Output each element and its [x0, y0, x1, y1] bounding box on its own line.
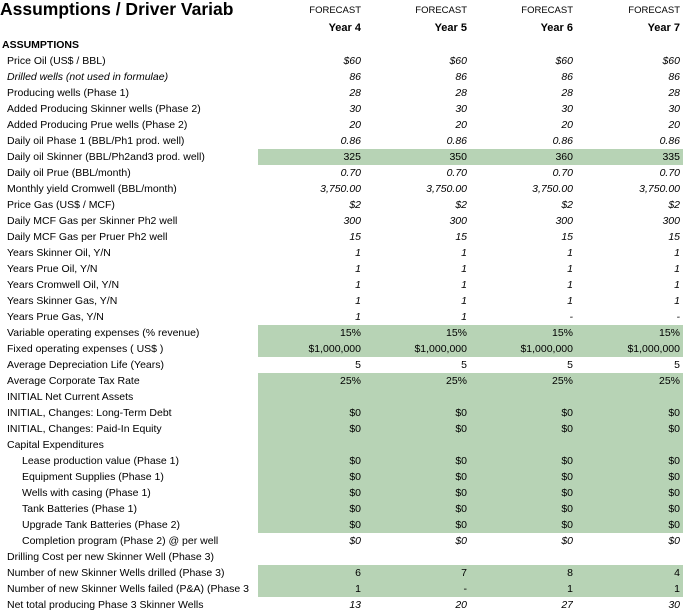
- year-header: Year 6: [540, 22, 573, 34]
- value-cell[interactable]: 1: [461, 263, 467, 275]
- value-cell[interactable]: 0.70: [659, 167, 680, 179]
- value-cell[interactable]: 0.70: [552, 167, 573, 179]
- row-label: Daily oil Prue (BBL/month): [7, 167, 131, 179]
- value-cell[interactable]: $0: [561, 503, 573, 515]
- value-cell[interactable]: $2: [455, 199, 467, 211]
- value-cell[interactable]: 20: [561, 119, 573, 131]
- row-label: Drilling Cost per new Skinner Well (Phase 3): [7, 551, 214, 563]
- value-cell[interactable]: 86: [561, 71, 573, 83]
- value-cell[interactable]: 300: [343, 215, 361, 227]
- value-cell[interactable]: 1: [674, 263, 680, 275]
- row-label: Price Gas (US$ / MCF): [7, 199, 115, 211]
- row-label: Added Producing Prue wells (Phase 2): [7, 119, 188, 131]
- value-cell[interactable]: $0: [349, 487, 361, 499]
- forecast-header: FORECAST: [521, 5, 573, 16]
- row-label: Years Skinner Gas, Y/N: [7, 295, 118, 307]
- value-cell[interactable]: 0.86: [659, 135, 680, 147]
- value-cell[interactable]: 1: [461, 311, 467, 323]
- value-cell[interactable]: 1: [674, 279, 680, 291]
- value-cell[interactable]: $0: [455, 455, 467, 467]
- value-cell[interactable]: 20: [668, 119, 680, 131]
- value-cell[interactable]: -: [676, 311, 680, 323]
- row-label: Average Depreciation Life (Years): [7, 359, 165, 371]
- value-cell[interactable]: $0: [349, 455, 361, 467]
- value-cell[interactable]: 300: [555, 215, 573, 227]
- value-cell[interactable]: 15%: [339, 327, 361, 339]
- value-cell[interactable]: 86: [668, 71, 680, 83]
- value-cell[interactable]: 15%: [551, 327, 573, 339]
- value-cell[interactable]: $0: [668, 535, 680, 547]
- value-cell[interactable]: 1: [355, 295, 361, 307]
- row-label: Net total producing Phase 3 Skinner Wells: [7, 599, 204, 611]
- value-cell[interactable]: 5: [674, 359, 680, 371]
- row-label: Equipment Supplies (Phase 1): [22, 471, 164, 483]
- value-cell[interactable]: $1,000,000: [520, 343, 573, 355]
- value-cell[interactable]: $0: [455, 487, 467, 499]
- forecast-header: FORECAST: [415, 5, 467, 16]
- value-cell[interactable]: 25%: [658, 375, 680, 387]
- row-label: Years Prue Gas, Y/N: [7, 311, 104, 323]
- value-cell[interactable]: 20: [455, 119, 467, 131]
- row-label: INITIAL, Changes: Long-Term Debt: [7, 407, 172, 419]
- value-cell[interactable]: $60: [343, 55, 361, 67]
- value-cell[interactable]: 1: [567, 247, 573, 259]
- value-cell[interactable]: $0: [349, 535, 361, 547]
- value-cell[interactable]: $60: [662, 55, 680, 67]
- input-cell-fill: [258, 389, 683, 405]
- value-cell[interactable]: $0: [561, 455, 573, 467]
- value-cell[interactable]: 20: [455, 599, 467, 611]
- value-cell[interactable]: $0: [455, 423, 467, 435]
- value-cell[interactable]: $0: [561, 407, 573, 419]
- forecast-header: FORECAST: [309, 5, 361, 16]
- value-cell[interactable]: 28: [455, 87, 467, 99]
- row-label: Years Prue Oil, Y/N: [7, 263, 98, 275]
- value-cell[interactable]: $0: [455, 519, 467, 531]
- value-cell[interactable]: 4: [674, 567, 680, 579]
- value-cell[interactable]: 3,750.00: [320, 183, 361, 195]
- value-cell[interactable]: 1: [567, 279, 573, 291]
- value-cell[interactable]: 86: [349, 71, 361, 83]
- value-cell[interactable]: 1: [567, 263, 573, 275]
- value-cell[interactable]: -: [569, 311, 573, 323]
- value-cell[interactable]: 28: [668, 87, 680, 99]
- value-cell[interactable]: $0: [455, 407, 467, 419]
- value-cell[interactable]: 1: [355, 247, 361, 259]
- value-cell[interactable]: $0: [668, 455, 680, 467]
- value-cell[interactable]: 300: [449, 215, 467, 227]
- value-cell[interactable]: 360: [555, 151, 573, 163]
- row-label: Tank Batteries (Phase 1): [22, 503, 137, 515]
- row-label: Variable operating expenses (% revenue): [7, 327, 200, 339]
- value-cell[interactable]: 325: [343, 151, 361, 163]
- value-cell[interactable]: 1: [674, 295, 680, 307]
- value-cell[interactable]: $0: [561, 471, 573, 483]
- row-label: Daily oil Phase 1 (BBL/Ph1 prod. well): [7, 135, 185, 147]
- value-cell[interactable]: 8: [567, 567, 573, 579]
- row-label: Fixed operating expenses ( US$ ): [7, 343, 164, 355]
- row-label: Price Oil (US$ / BBL): [7, 55, 106, 67]
- value-cell[interactable]: 15: [349, 231, 361, 243]
- value-cell[interactable]: 1: [355, 279, 361, 291]
- value-cell[interactable]: $0: [561, 535, 573, 547]
- value-cell[interactable]: 0.86: [552, 135, 573, 147]
- value-cell[interactable]: 15: [455, 231, 467, 243]
- value-cell[interactable]: $0: [349, 471, 361, 483]
- value-cell[interactable]: 86: [455, 71, 467, 83]
- row-label: Wells with casing (Phase 1): [22, 487, 151, 499]
- value-cell[interactable]: 1: [461, 247, 467, 259]
- value-cell[interactable]: 1: [567, 295, 573, 307]
- value-cell[interactable]: 5: [567, 359, 573, 371]
- value-cell[interactable]: 28: [349, 87, 361, 99]
- value-cell[interactable]: 1: [355, 263, 361, 275]
- value-cell[interactable]: 0.86: [340, 135, 361, 147]
- value-cell[interactable]: $0: [349, 407, 361, 419]
- value-cell[interactable]: 1: [674, 583, 680, 595]
- value-cell[interactable]: 25%: [445, 375, 467, 387]
- row-label: Number of new Skinner Wells failed (P&A) (Phase 3: [7, 583, 249, 595]
- value-cell[interactable]: 15: [668, 231, 680, 243]
- value-cell[interactable]: $0: [561, 487, 573, 499]
- value-cell[interactable]: 30: [455, 103, 467, 115]
- value-cell[interactable]: 5: [355, 359, 361, 371]
- year-header: Year 7: [647, 22, 680, 34]
- value-cell[interactable]: 1: [567, 583, 573, 595]
- value-cell[interactable]: 5: [461, 359, 467, 371]
- value-cell[interactable]: $0: [668, 487, 680, 499]
- value-cell[interactable]: $1,000,000: [414, 343, 467, 355]
- value-cell[interactable]: 335: [662, 151, 680, 163]
- row-label: Added Producing Skinner wells (Phase 2): [7, 103, 201, 115]
- value-cell[interactable]: 13: [349, 599, 361, 611]
- value-cell[interactable]: 350: [449, 151, 467, 163]
- row-label: Years Skinner Oil, Y/N: [7, 247, 111, 259]
- value-cell[interactable]: $0: [455, 471, 467, 483]
- value-cell[interactable]: $0: [349, 503, 361, 515]
- row-label: Daily MCF Gas per Skinner Ph2 well: [7, 215, 178, 227]
- value-cell[interactable]: $0: [668, 407, 680, 419]
- value-cell[interactable]: $60: [449, 55, 467, 67]
- value-cell[interactable]: 15: [561, 231, 573, 243]
- value-cell[interactable]: 27: [561, 599, 573, 611]
- value-cell[interactable]: $0: [668, 519, 680, 531]
- row-label: Completion program (Phase 2) @ per well: [22, 535, 219, 547]
- value-cell[interactable]: $0: [349, 423, 361, 435]
- value-cell[interactable]: 15%: [445, 327, 467, 339]
- row-label: Drilled wells (not used in formulae): [7, 71, 169, 83]
- row-label: Average Corporate Tax Rate: [7, 375, 140, 387]
- year-header: Year 5: [434, 22, 467, 34]
- value-cell[interactable]: -: [463, 583, 467, 595]
- value-cell[interactable]: 1: [461, 279, 467, 291]
- value-cell[interactable]: 28: [561, 87, 573, 99]
- value-cell[interactable]: $1,000,000: [308, 343, 361, 355]
- value-cell[interactable]: 3,750.00: [532, 183, 573, 195]
- row-label: Years Cromwell Oil, Y/N: [7, 279, 120, 291]
- value-cell[interactable]: $0: [668, 423, 680, 435]
- forecast-header: FORECAST: [628, 5, 680, 16]
- value-cell[interactable]: $0: [455, 535, 467, 547]
- value-cell[interactable]: 3,750.00: [639, 183, 680, 195]
- value-cell[interactable]: 0.70: [446, 167, 467, 179]
- row-label: Number of new Skinner Wells drilled (Phase 3): [7, 567, 225, 579]
- value-cell[interactable]: 30: [349, 103, 361, 115]
- value-cell[interactable]: 30: [561, 103, 573, 115]
- value-cell[interactable]: $60: [555, 55, 573, 67]
- value-cell[interactable]: $0: [349, 519, 361, 531]
- row-label: Upgrade Tank Batteries (Phase 2): [22, 519, 180, 531]
- row-label: Capital Expenditures: [7, 439, 104, 451]
- row-label: Producing wells (Phase 1): [7, 87, 129, 99]
- value-cell[interactable]: $2: [349, 199, 361, 211]
- row-label: Lease production value (Phase 1): [22, 455, 180, 467]
- section-label-assumptions: ASSUMPTIONS: [2, 39, 80, 51]
- value-cell[interactable]: 20: [349, 119, 361, 131]
- value-cell[interactable]: 1: [355, 311, 361, 323]
- value-cell[interactable]: $0: [561, 423, 573, 435]
- value-cell[interactable]: 3,750.00: [426, 183, 467, 195]
- value-cell[interactable]: $0: [561, 519, 573, 531]
- value-cell[interactable]: 1: [674, 247, 680, 259]
- value-cell[interactable]: $1,000,000: [627, 343, 680, 355]
- value-cell[interactable]: 0.86: [446, 135, 467, 147]
- value-cell[interactable]: 30: [668, 103, 680, 115]
- value-cell[interactable]: 30: [668, 599, 680, 611]
- value-cell[interactable]: 7: [461, 567, 467, 579]
- value-cell[interactable]: 25%: [339, 375, 361, 387]
- year-header: Year 4: [328, 22, 361, 34]
- value-cell[interactable]: 1: [461, 295, 467, 307]
- value-cell[interactable]: 1: [355, 583, 361, 595]
- input-cell-fill: [258, 437, 683, 453]
- value-cell[interactable]: $2: [668, 199, 680, 211]
- value-cell[interactable]: $2: [561, 199, 573, 211]
- sheet-title: Assumptions / Driver Variab: [0, 0, 234, 19]
- value-cell[interactable]: 0.70: [340, 167, 361, 179]
- value-cell[interactable]: 15%: [658, 327, 680, 339]
- value-cell[interactable]: 6: [355, 567, 361, 579]
- value-cell[interactable]: 25%: [551, 375, 573, 387]
- row-label: INITIAL, Changes: Paid-In Equity: [7, 423, 162, 435]
- value-cell[interactable]: $0: [455, 503, 467, 515]
- row-label: INITIAL Net Current Assets: [7, 391, 134, 403]
- row-label: Daily MCF Gas per Pruer Ph2 well: [7, 231, 168, 243]
- value-cell[interactable]: 300: [662, 215, 680, 227]
- value-cell[interactable]: $0: [668, 503, 680, 515]
- row-label: Daily oil Skinner (BBL/Ph2and3 prod. well): [7, 151, 205, 163]
- value-cell[interactable]: $0: [668, 471, 680, 483]
- row-label: Monthly yield Cromwell (BBL/month): [7, 183, 177, 195]
